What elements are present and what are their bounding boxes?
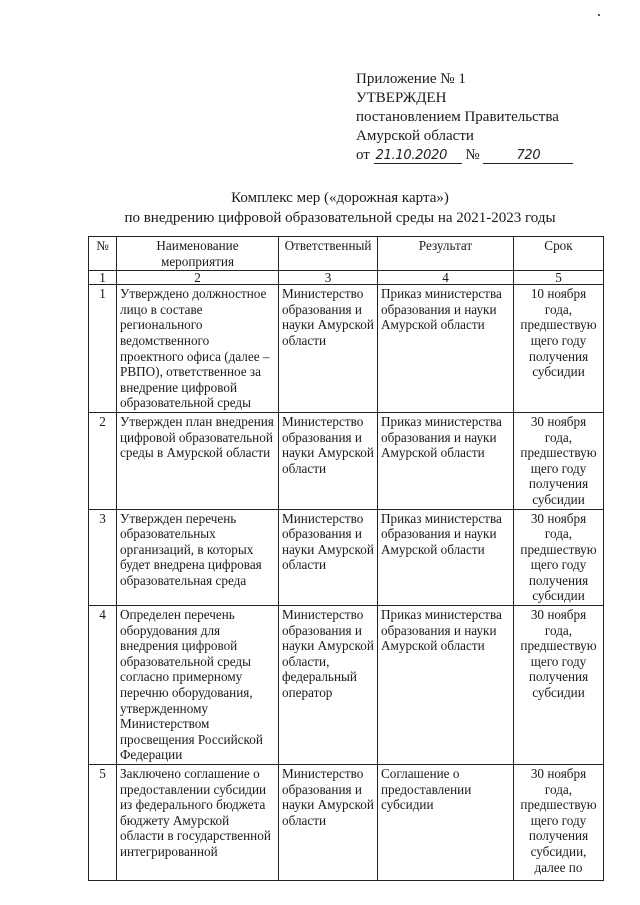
table-row (89, 765, 604, 881)
column-number: 3 (279, 271, 378, 285)
approval-block (356, 70, 616, 165)
row-responsible: Министерство образования и науки Амурской области (279, 765, 378, 881)
table-row (89, 412, 604, 509)
table-row (89, 509, 604, 606)
row-result: Приказ министерства образования и науки Амурской области (378, 412, 514, 509)
row-term: 10 ноября года, предшествую щего году получения субсидии (514, 285, 604, 413)
decree-date: 21.10.2020 (374, 148, 462, 164)
column-number-row (89, 271, 604, 285)
decree-number: 720 (483, 148, 573, 164)
header-responsible: Ответственный (279, 237, 378, 271)
approved-label: УТВЕРЖДЕН (356, 90, 447, 106)
appendix-label: Приложение № 1 (356, 71, 466, 87)
table-row (89, 606, 604, 765)
column-number: 5 (514, 271, 604, 285)
row-name: Заключено соглашение о предоставлении субсидии из федерального бюджета бюджету Амурской области в государственной интегрированной (117, 765, 279, 881)
from-prefix: от (356, 147, 370, 163)
column-number: 2 (117, 271, 279, 285)
row-term: 30 ноября года, предшествую щего году получения субсидии (514, 509, 604, 606)
header-name: Наименование мероприятия (117, 237, 279, 271)
row-number: 5 (89, 765, 117, 881)
row-result: Соглашение о предоставлении субсидии (378, 765, 514, 881)
row-number: 1 (89, 285, 117, 413)
row-responsible: Министерство образования и науки Амурской области (279, 285, 378, 413)
scan-speck (598, 14, 600, 16)
row-number: 4 (89, 606, 117, 765)
header-term: Срок (514, 237, 604, 271)
row-result: Приказ министерства образования и науки Амурской области (378, 606, 514, 765)
number-prefix: № (465, 147, 480, 163)
row-name: Утвержден план внедрения цифровой образовательной среды в Амурской области (117, 412, 279, 509)
table-row (89, 285, 604, 413)
row-name: Утверждено должностное лицо в составе регионального ведомственного проектного офиса (далее – РВПО), ответственное за внедрение цифровой образовательной среды (117, 285, 279, 413)
column-number: 4 (378, 271, 514, 285)
row-term: 30 ноября года, предшествую щего году получения субсидии, далее по (514, 765, 604, 881)
row-responsible: Министерство образования и науки Амурской области (279, 412, 378, 509)
row-number: 3 (89, 509, 117, 606)
row-name: Определен перечень оборудования для внедрения цифровой образовательной среды согласно примерному перечню оборудования, утвержденному Министерством просвещения Российской Федерации (117, 606, 279, 765)
row-responsible: Министерство образования и науки Амурской области, федеральный оператор (279, 606, 378, 765)
column-number: 1 (89, 271, 117, 285)
header-no: № (89, 237, 117, 271)
row-name: Утвержден перечень образовательных организаций, в которых будет внедрена цифровая образовательная среда (117, 509, 279, 606)
row-term: 30 ноября года, предшествую щего году получения субсидии (514, 606, 604, 765)
roadmap-table (88, 236, 604, 881)
row-number: 2 (89, 412, 117, 509)
decree-ref (356, 146, 616, 165)
region-name: Амурской области (356, 128, 474, 144)
title-line-1: Комплекс мер («дорожная карта») (231, 190, 449, 206)
header-result: Результат (378, 237, 514, 271)
document-title (60, 188, 620, 228)
table-header-row (89, 237, 604, 271)
row-result: Приказ министерства образования и науки Амурской области (378, 509, 514, 606)
row-responsible: Министерство образования и науки Амурской области (279, 509, 378, 606)
title-line-2: по внедрению цифровой образовательной среды на 2021-2023 годы (124, 210, 556, 226)
row-term: 30 ноября года, предшествую щего году получения субсидии (514, 412, 604, 509)
row-result: Приказ министерства образования и науки Амурской области (378, 285, 514, 413)
approved-by: постановлением Правительства (356, 109, 559, 125)
